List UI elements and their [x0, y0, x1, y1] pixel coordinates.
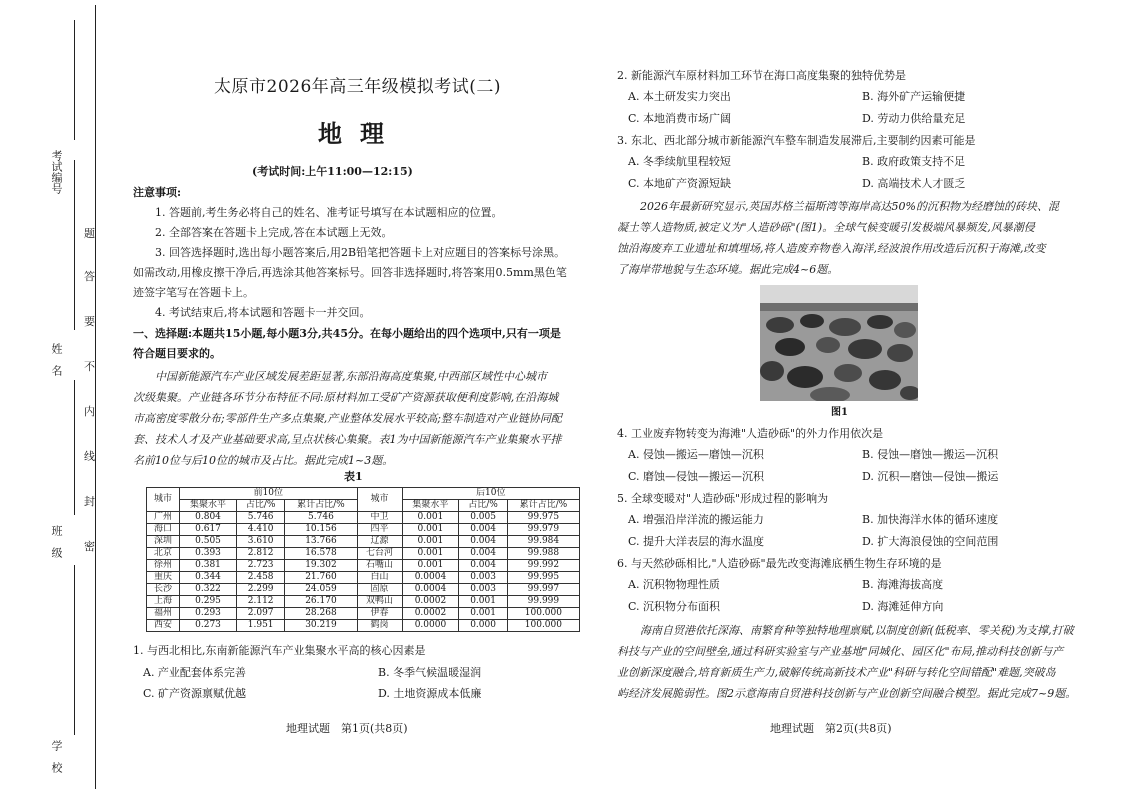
option-a[interactable]: A. 产业配套体系完善	[143, 666, 246, 679]
option-d[interactable]: D. 海滩延伸方向	[862, 600, 944, 613]
table-header-bottom10: 后10位	[402, 488, 580, 500]
table-cell: 99.997	[507, 584, 579, 596]
passage-line: 屿经济发展脆弱性。图2示意海南自贸港科技创新与产业创新空间融合模型。据此完成7~9题。	[617, 687, 1077, 700]
table-cell: 0.322	[180, 584, 237, 596]
table-row	[147, 596, 580, 608]
notice-heading: 注意事项:	[133, 186, 182, 199]
option-a[interactable]: A. 冬季续航里程较短	[628, 155, 731, 168]
option-b[interactable]: B. 海滩海拔高度	[862, 578, 944, 591]
passage-line: 蚀沿海废弃工业遗址和填埋场,将人造废弃物卷入海洋,经波浪作用改造后沉积于海滩,改变	[617, 242, 1046, 255]
exam-time: (考试时间:上午11:00—12:15)	[252, 165, 413, 178]
option-b[interactable]: B. 海外矿产运输便捷	[862, 90, 966, 103]
table-cell: 99.999	[507, 596, 579, 608]
table-cell: 双鸭山	[357, 596, 402, 608]
notice-item: 迹签字笔写在答题卡上。	[133, 286, 254, 299]
passage-line: 中国新能源汽车产业区域发展差距显著,东部沿海高度集聚,中西部区域性中心城市	[155, 370, 547, 383]
table-cell: 0.003	[459, 572, 507, 584]
seal-char: 线	[84, 450, 95, 463]
table-cell: 2.112	[236, 596, 284, 608]
passage-line: 了海岸带地貌与生态环境。据此完成4~6题。	[617, 263, 839, 276]
table-cell: 2.458	[236, 572, 284, 584]
table-caption: 表1	[344, 470, 363, 483]
table-subheader: 占比/%	[459, 500, 507, 512]
passage-line: 2026年最新研究显示,英国苏格兰福斯湾等海岸高达50%的沉积物为经磨蚀的砖块、混	[640, 200, 1059, 213]
seal-char: 要	[84, 315, 95, 328]
table-cell: 0.804	[180, 512, 237, 524]
table-cell: 长沙	[147, 584, 180, 596]
table-cell: 0.617	[180, 524, 237, 536]
binding-line-left	[74, 160, 75, 330]
exam-title: 太原市2026年高三年级模拟考试(二)	[214, 77, 502, 97]
table-cell: 10.156	[285, 524, 357, 536]
table-cell: 0.004	[459, 548, 507, 560]
seal-char: 答	[84, 270, 95, 283]
seal-char: 密	[84, 540, 95, 553]
name-label: 姓 名	[50, 343, 63, 376]
exam-number-label: 考试编号	[50, 150, 63, 194]
table-cell: 石嘴山	[357, 560, 402, 572]
notice-item: 1. 答题前,考生务必将自己的姓名、准考证号填写在本试题相应的位置。	[155, 206, 503, 219]
table-cell: 100.000	[507, 608, 579, 620]
passage-line: 名前10位与后10位的城市及占比。据此完成1~3题。	[133, 454, 394, 467]
table-cell: 2.723	[236, 560, 284, 572]
question-stem: 1. 与西北相比,东南新能源汽车产业集聚水平高的核心因素是	[133, 644, 426, 657]
passage-line: 海南自贸港依托深海、南繁育种等独特地理禀赋,以制度创新(低税率、零关税)为支撑,打破	[640, 624, 1074, 637]
table-row	[147, 584, 580, 596]
table-cell: 24.059	[285, 584, 357, 596]
question-stem: 3. 东北、西北部分城市新能源汽车整车制造发展滞后,主要制约因素可能是	[617, 134, 976, 147]
table-subheader: 集聚水平	[402, 500, 459, 512]
option-a[interactable]: A. 本土研发实力突出	[628, 90, 731, 103]
table-row	[147, 560, 580, 572]
table-cell: 99.992	[507, 560, 579, 572]
table-cell: 广州	[147, 512, 180, 524]
option-d[interactable]: D. 土地资源成本低廉	[378, 687, 482, 700]
option-d[interactable]: D. 沉积—磨蚀—侵蚀—搬运	[862, 470, 999, 483]
table-cell: 2.299	[236, 584, 284, 596]
option-d[interactable]: D. 劳动力供给量充足	[862, 112, 966, 125]
table-cell: 0.0002	[402, 596, 459, 608]
table-cell: 2.812	[236, 548, 284, 560]
table-cell: 16.578	[285, 548, 357, 560]
table-cell: 19.302	[285, 560, 357, 572]
table-cell: 福州	[147, 608, 180, 620]
section-heading-cont: 符合题目要求的。	[133, 347, 221, 360]
page-footer-right: 地理试题 第2页(共8页)	[770, 722, 892, 735]
subject-title: 地理	[318, 119, 402, 148]
class-label: 班 级	[50, 525, 63, 558]
table-cell: 0.273	[180, 620, 237, 632]
question-stem: 4. 工业废弃物转变为海滩"人造砂砾"的外力作用依次是	[617, 427, 884, 440]
table-row	[147, 524, 580, 536]
table-cell: 21.760	[285, 572, 357, 584]
option-b[interactable]: B. 侵蚀—磨蚀—搬运—沉积	[862, 448, 999, 461]
notice-item: 如需改动,用橡皮擦干净后,再选涂其他答案标号。回答非选择题时,将答案用0.5mm黑色笔	[133, 266, 567, 279]
option-d[interactable]: D. 高端技术人才匮乏	[862, 177, 966, 190]
table-cell: 99.995	[507, 572, 579, 584]
option-b[interactable]: B. 加快海洋水体的循环速度	[862, 513, 999, 526]
table-cell: 鹤岗	[357, 620, 402, 632]
table-cell: 0.0000	[402, 620, 459, 632]
question-stem: 5. 全球变暖对"人造砂砾"形成过程的影响为	[617, 492, 829, 505]
option-b[interactable]: B. 冬季气候温暖湿润	[378, 666, 482, 679]
figure-1-photo	[760, 285, 918, 401]
table-cell: 2.097	[236, 608, 284, 620]
table-cell: 99.988	[507, 548, 579, 560]
table-cell: 0.0002	[402, 608, 459, 620]
table-row	[147, 572, 580, 584]
option-d[interactable]: D. 扩大海浪侵蚀的空间范围	[862, 535, 999, 548]
figure-1-caption: 图1	[831, 407, 848, 418]
table-cell: 3.610	[236, 536, 284, 548]
table-cell: 西安	[147, 620, 180, 632]
question-stem: 2. 新能源汽车原材料加工环节在海口高度集聚的独特优势是	[617, 69, 906, 82]
table-cell: 99.984	[507, 536, 579, 548]
table-row	[147, 620, 580, 632]
notice-item: 4. 考试结束后,将本试题和答题卡一并交回。	[155, 306, 371, 319]
table-cell: 0.393	[180, 548, 237, 560]
table-1	[146, 487, 580, 632]
table-cell: 0.0004	[402, 584, 459, 596]
table-cell: 0.005	[459, 512, 507, 524]
seal-char: 内	[84, 405, 95, 418]
seal-char: 不	[84, 360, 95, 373]
table-cell: 四平	[357, 524, 402, 536]
table-cell: 0.505	[180, 536, 237, 548]
table-cell: 100.000	[507, 620, 579, 632]
option-a[interactable]: A. 增强沿岸洋流的搬运能力	[628, 513, 764, 526]
table-cell: 0.001	[402, 548, 459, 560]
table-cell: 0.004	[459, 524, 507, 536]
passage-line: 凝土等人造物质,被定义为"人造砂砾"(图1)。全球气候变暖引发极端风暴频发,风暴潮侵	[617, 221, 1035, 234]
table-cell: 0.001	[402, 560, 459, 572]
option-c[interactable]: C. 提升大洋表层的海水温度	[628, 535, 765, 548]
page-footer-left: 地理试题 第1页(共8页)	[286, 722, 408, 735]
table-cell: 30.219	[285, 620, 357, 632]
table-cell: 28.268	[285, 608, 357, 620]
option-c[interactable]: C. 磨蚀—侵蚀—搬运—沉积	[628, 470, 765, 483]
table-cell: 0.344	[180, 572, 237, 584]
binding-line-outer	[95, 5, 96, 789]
table-cell: 0.001	[459, 608, 507, 620]
table-cell: 七台河	[357, 548, 402, 560]
table-row	[147, 536, 580, 548]
table-cell: 辽源	[357, 536, 402, 548]
table-cell: 伊春	[357, 608, 402, 620]
table-cell: 0.000	[459, 620, 507, 632]
table-cell: 北京	[147, 548, 180, 560]
table-cell: 99.975	[507, 512, 579, 524]
table-cell: 13.766	[285, 536, 357, 548]
table-cell: 0.001	[402, 536, 459, 548]
table-row	[147, 548, 580, 560]
table-cell: 5.746	[236, 512, 284, 524]
table-cell: 0.001	[459, 596, 507, 608]
passage-line: 科技与产业的空间壁垒,通过科研实验室与产业基地"同城化、园区化"布局,推动科技创新与产	[617, 645, 1064, 658]
notice-item: 3. 回答选择题时,选出每小题答案后,用2B铅笔把答题卡上对应题目的答案标号涂黑。	[155, 246, 566, 259]
option-a[interactable]: A. 沉积物物理性质	[628, 578, 720, 591]
table-cell: 0.293	[180, 608, 237, 620]
option-c[interactable]: C. 沉积物分布面积	[628, 600, 721, 613]
option-b[interactable]: B. 政府政策支持不足	[862, 155, 966, 168]
table-cell: 白山	[357, 572, 402, 584]
table-header-city: 城市	[357, 488, 402, 512]
passage-line: 市高密度零散分布;零部件生产多点集聚,产业整体发展水平较高;整车制造对产业链协同配	[133, 412, 562, 425]
table-subheader: 占比/%	[236, 500, 284, 512]
table-header-city: 城市	[147, 488, 180, 512]
binding-line-left	[74, 380, 75, 515]
seal-char: 封	[84, 495, 95, 508]
table-cell: 上海	[147, 596, 180, 608]
passage-line: 业创新深度融合,培育新质生产力,破解传统高新技术产业"科研与转化空间错配"难题,突破岛	[617, 666, 1056, 679]
table-row	[147, 608, 580, 620]
seal-char: 题	[84, 227, 95, 240]
table-cell: 徐州	[147, 560, 180, 572]
passage-line: 套、技术人才及产业基础要求高,呈点状核心集聚。表1为中国新能源汽车产业集聚水平排	[133, 433, 562, 446]
section-heading: 一、选择题:本题共15小题,每小题3分,共45分。在每小题给出的四个选项中,只有一项是	[133, 327, 561, 340]
table-cell: 0.004	[459, 560, 507, 572]
option-c[interactable]: C. 矿产资源禀赋优越	[143, 687, 247, 700]
table-cell: 5.746	[285, 512, 357, 524]
table-header-top10: 前10位	[180, 488, 357, 500]
table-cell: 深圳	[147, 536, 180, 548]
option-c[interactable]: C. 本地消费市场广阔	[628, 112, 732, 125]
table-cell: 0.003	[459, 584, 507, 596]
table-cell: 0.295	[180, 596, 237, 608]
table-cell: 99.979	[507, 524, 579, 536]
table-subheader: 集聚水平	[180, 500, 237, 512]
notice-item: 2. 全部答案在答题卡上完成,答在本试题上无效。	[155, 226, 393, 239]
table-subheader: 累计占比/%	[507, 500, 579, 512]
table-cell: 26.170	[285, 596, 357, 608]
table-cell: 1.951	[236, 620, 284, 632]
table-cell: 0.0004	[402, 572, 459, 584]
table-cell: 中卫	[357, 512, 402, 524]
table-cell: 4.410	[236, 524, 284, 536]
table-cell: 重庆	[147, 572, 180, 584]
table-cell: 固原	[357, 584, 402, 596]
binding-line-left	[74, 565, 75, 735]
table-cell: 海口	[147, 524, 180, 536]
table-cell: 0.001	[402, 512, 459, 524]
table-cell: 0.381	[180, 560, 237, 572]
school-label: 学 校	[50, 740, 63, 773]
passage-line: 次级集聚。产业链各环节分布特征不同:原材料加工受矿产资源获取便利度影响,在沿海城	[133, 391, 559, 404]
table-cell: 0.001	[402, 524, 459, 536]
table-cell: 0.004	[459, 536, 507, 548]
option-a[interactable]: A. 侵蚀—搬运—磨蚀—沉积	[628, 448, 764, 461]
table-row	[147, 512, 580, 524]
option-c[interactable]: C. 本地矿产资源短缺	[628, 177, 732, 190]
table-subheader: 累计占比/%	[285, 500, 357, 512]
question-stem: 6. 与天然砂砾相比,"人造砂砾"最先改变海滩底栖生物生存环境的是	[617, 557, 942, 570]
binding-line-left	[74, 20, 75, 140]
